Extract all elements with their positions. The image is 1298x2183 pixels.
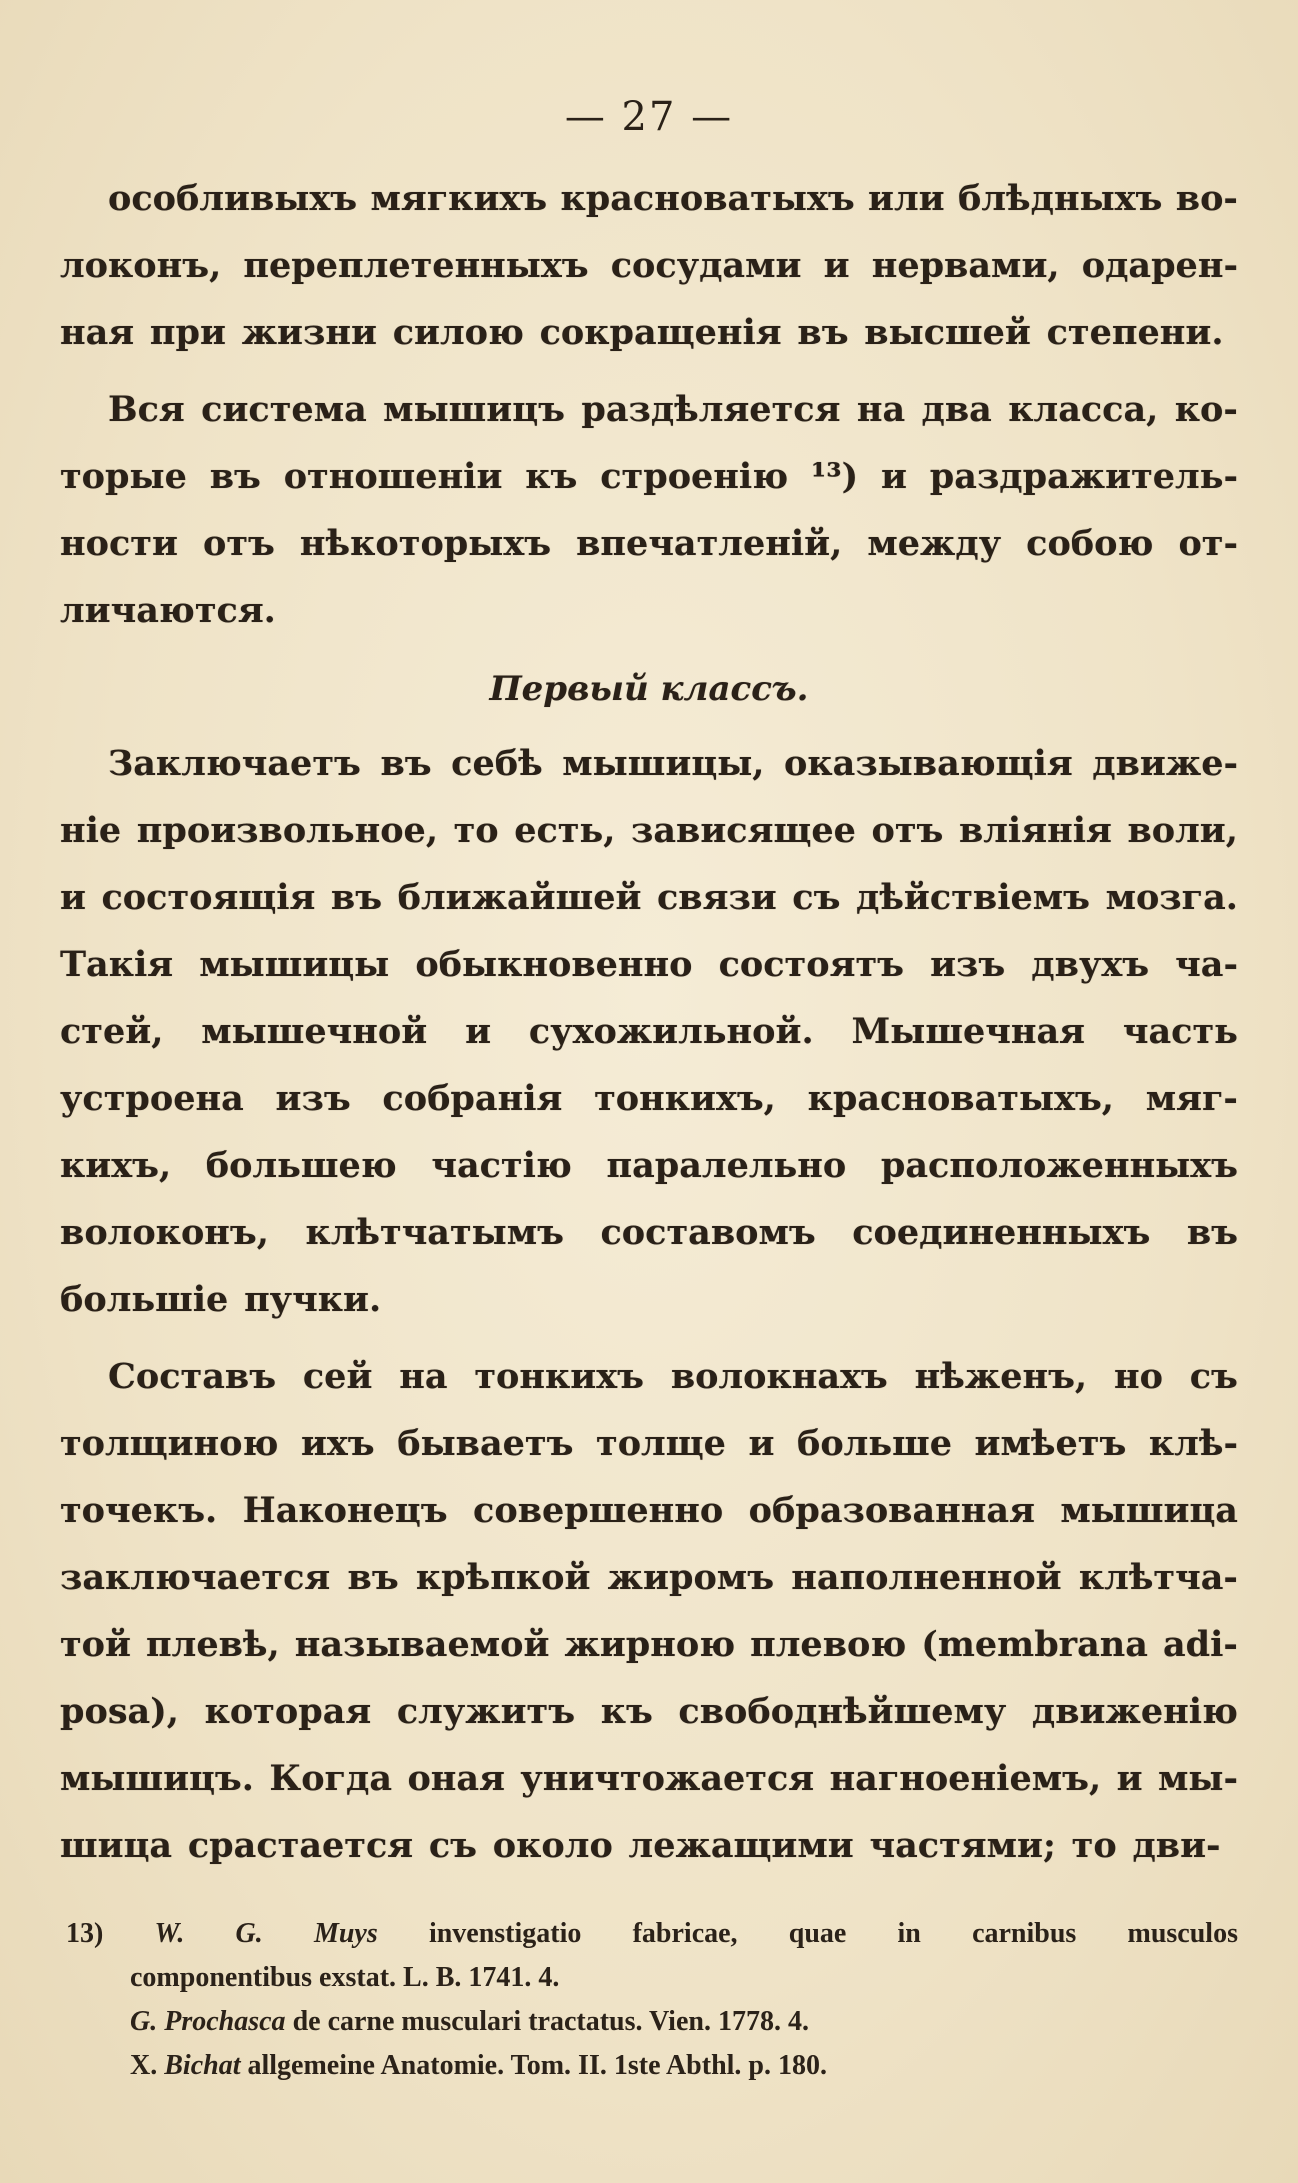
text-line: заключается въ крѣпкой жиромъ наполненной клѣтча- — [60, 1557, 1238, 1598]
text-line: ности отъ нѣкоторыхъ впечатленій, между собою от- — [60, 523, 1238, 564]
page-number: — 27 — — [564, 94, 734, 140]
paragraph-gap — [60, 379, 1238, 389]
text-line: posa), которая служитъ къ свободнѣйшему движенію — [60, 1691, 1238, 1732]
text-line: Заключаетъ въ себѣ мышицы, оказывающія движе- — [108, 743, 1238, 784]
text-line: личаются. — [60, 590, 276, 631]
text-line: ная при жизни силою сокращенія въ высшей степени. — [60, 312, 1224, 353]
footnotes — [66, 1912, 1238, 2088]
text-line: устроена изъ собранія тонкихъ, красноватыхъ, мяг- — [60, 1078, 1238, 1119]
footnote-13-line-4: X. Bichat allgemeine Anatomie. Tom. II. 1ste Abthl. p. 180. — [130, 2050, 827, 2081]
text-line: точекъ. Наконецъ совершенно образованная мышица — [60, 1490, 1238, 1531]
text-line: толщиною ихъ бываетъ толще и больше имѣетъ клѣ- — [60, 1423, 1238, 1464]
text-line: большіе пучки. — [60, 1279, 382, 1320]
text-line: Составъ сей на тонкихъ волокнахъ нѣженъ, но съ — [108, 1356, 1238, 1397]
text-line: кихъ, большею частію паралельно расположенныхъ — [60, 1145, 1238, 1186]
text-line: и состоящія въ ближайшей связи съ дѣйствіемъ мозга. — [60, 877, 1238, 918]
text-line: стей, мышечной и сухожильной. Мышечная часть — [60, 1011, 1238, 1052]
text-line: мышицъ. Когда оная уничтожается нагноеніемъ, и мы- — [60, 1758, 1238, 1799]
text-line: особливыхъ мягкихъ красноватыхъ или блѣдныхъ во- — [108, 178, 1238, 219]
footnote-13-line-1: 13) W. G. Muys invenstigatio fabricae, quae in carnibus musculos — [66, 1918, 1238, 1949]
text-line: той плевѣ, называемой жирною плевою (membrana adi- — [60, 1624, 1238, 1665]
paragraph-gap — [60, 1346, 1238, 1356]
text-line: локонъ, переплетенныхъ сосудами и нервами, одарен- — [60, 245, 1238, 286]
footnote-13-line-3: G. Prochasca de carne musculari tractatus. Vien. 1778. 4. — [130, 2006, 809, 2037]
text-line: ніе произвольное, то есть, зависящее отъ вліянія воли, — [60, 810, 1238, 851]
text-line: шица срастается съ около лежащими частями; то дви- — [60, 1825, 1221, 1866]
text-line: торые въ отношеніи къ строенію ¹³) и раздражитель- — [60, 456, 1238, 497]
text-line: волоконъ, клѣтчатымъ составомъ соединенныхъ въ — [60, 1212, 1238, 1253]
text-line: Такія мышицы обыкновенно состоятъ изъ двухъ ча- — [60, 944, 1238, 985]
footnote-13-line-2: componentibus exstat. L. B. 1741. 4. — [130, 1962, 560, 1993]
text-line: Вся система мышицъ раздѣляется на два класса, ко- — [108, 389, 1238, 430]
body-text — [60, 178, 1238, 1892]
section-heading: Первый классъ. — [489, 669, 809, 709]
